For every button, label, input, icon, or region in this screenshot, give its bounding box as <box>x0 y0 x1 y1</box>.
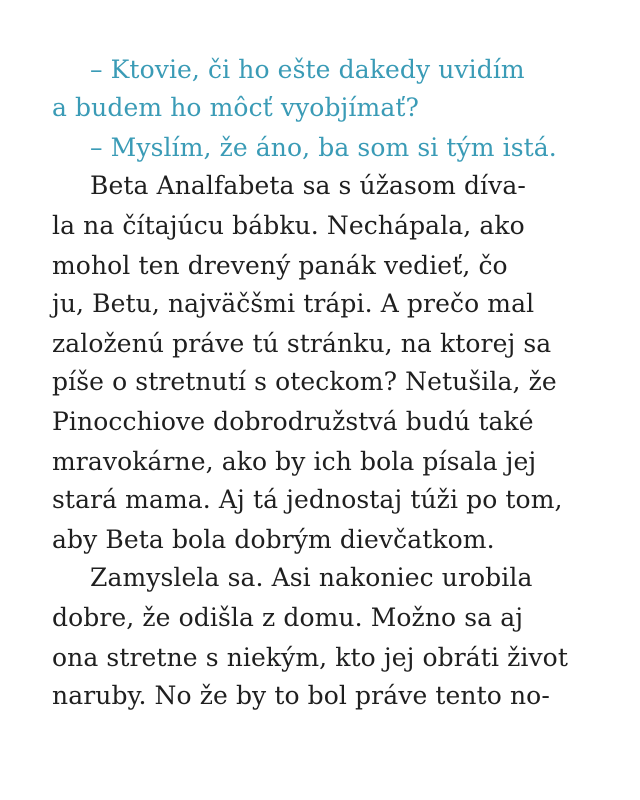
dialogue-line-3: – Myslím, že áno, ba som si tým istá. <box>90 133 557 162</box>
dialogue-line-1: – Ktovie, či ho ešte dakedy uvidím <box>90 55 525 84</box>
body-line-14: naruby. No že by to bol práve tento no- <box>52 681 550 710</box>
body-line-6: píše o stretnutí s oteckom? Netušila, že <box>52 367 557 396</box>
body-line-1: Beta Analfabeta sa s úžasom díva- <box>90 171 526 200</box>
body-line-3: mohol ten drevený panák vedieť, čo <box>52 251 508 280</box>
body-line-11: Zamyslela sa. Asi nakoniec urobila <box>90 563 533 592</box>
body-line-10: aby Beta bola dobrým dievčatkom. <box>52 525 495 554</box>
body-line-5: založenú práve tú stránku, na ktorej sa <box>52 329 552 358</box>
body-line-13: ona stretne s niekým, kto jej obráti život <box>52 643 568 672</box>
body-line-4: ju, Betu, najväčšmi trápi. A prečo mal <box>52 289 535 318</box>
body-line-8: mravokárne, ako by ich bola písala jej <box>52 447 537 476</box>
body-line-12: dobre, že odišla z domu. Možno sa aj <box>52 603 524 632</box>
dialogue-line-2: a budem ho môcť vyobjímať? <box>52 93 419 122</box>
body-line-9: stará mama. Aj tá jednostaj túži po tom, <box>52 485 563 514</box>
body-line-7: Pinocchiove dobrodružstvá budú také <box>52 407 534 436</box>
body-line-2: la na čítajúcu bábku. Nechápala, ako <box>52 211 525 240</box>
